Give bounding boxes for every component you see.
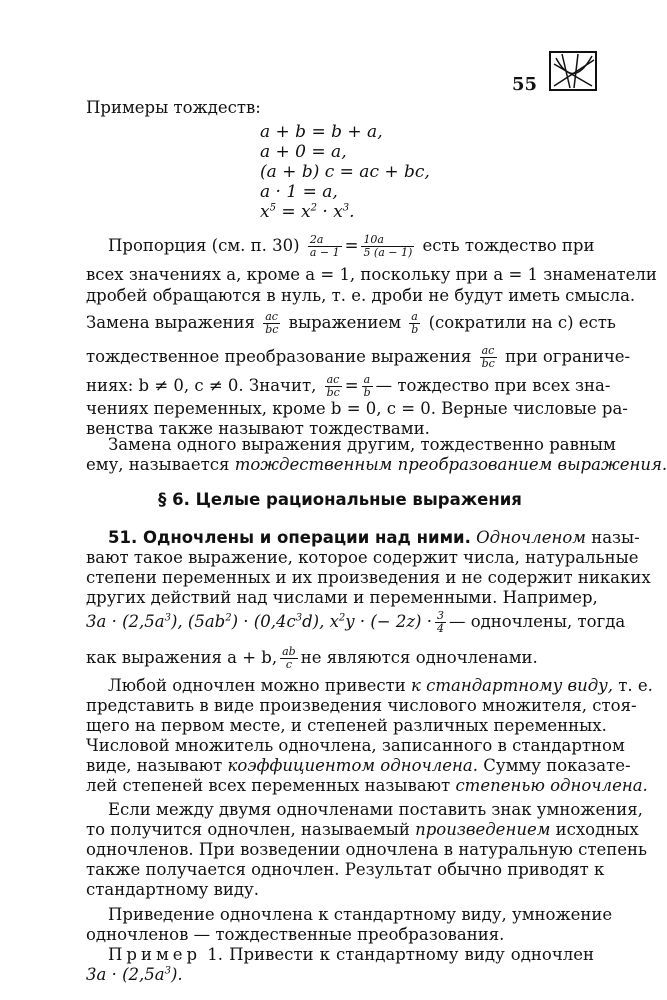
identity-line: a · 1 = a,	[260, 182, 338, 202]
text-line: ему, называется тождественным преобразованием выражения.	[86, 455, 667, 474]
fraction: $\frac{10a}{5 (a - 1)}$	[363, 233, 413, 259]
graph-curves-icon	[548, 50, 598, 92]
text-line: стандартному виду.	[86, 880, 260, 899]
text-line: щего на первом месте, и степеней различных переменных.	[86, 716, 607, 735]
text-line: 51. Одночлены и операции над ними. Одночленом назы-	[108, 528, 640, 547]
text-line: Приведение одночлена к стандартному виду, умножение	[108, 905, 613, 924]
text-line: $3a \cdot (2,5a^3)$, $(5ab^2) \cdot (0,4c^3d)$, $x^2y$ · (− 2z) · $\frac{3}{4}$ — одночлены, тогда	[86, 609, 626, 635]
text-line: степени переменных и их произведения и не содержит никаких	[86, 568, 651, 587]
fraction: $\frac{ac}{bc}$	[265, 310, 279, 336]
text-line: как выражения a + b, $\frac{ab}{c}$ не являются одночленами.	[86, 645, 538, 671]
text-line: Пропорция (см. п. 30) $\frac{2a}{a - 1}$ = $\frac{10a}{5 (a - 1)}$ есть тождество при	[108, 233, 595, 259]
text-line: венства также называют тождествами.	[86, 419, 430, 438]
text-line: Любой одночлен можно привести к стандартному виду, т. е.	[108, 676, 653, 695]
text-line: вают такое выражение, которое содержит числа, натуральные	[86, 548, 639, 567]
text-line: дробей обращаются в нуль, т. е. дроби не будут иметь смысла.	[86, 286, 636, 305]
text-line: других действий над числами и переменными. Например,	[86, 588, 598, 607]
fraction: $\frac{ac}{bc}$	[481, 344, 495, 370]
text-line: то получится одночлен, называемый произведением исходных	[86, 820, 639, 839]
text-line: Пример 1. Привести к стандартному виду одночлен	[108, 945, 594, 964]
fraction: $\frac{ac}{bc}$	[326, 373, 340, 399]
text-line: ниях: b ≠ 0, c ≠ 0. Значит, $\frac{ac}{bc}$ = $\frac{a}{b}$ — тождество при всех зна-	[86, 373, 611, 399]
identity-line: $x^5 = x^2 \cdot x^3$.	[260, 202, 355, 222]
fraction: $\frac{2a}{a - 1}$	[309, 233, 340, 259]
fraction: $\frac{ab}{c}$	[282, 645, 296, 671]
page-number: 55	[512, 74, 538, 95]
intro-label: Примеры тождеств:	[86, 98, 261, 117]
section-heading: § 6. Целые рациональные выражения	[158, 490, 522, 509]
text-line: одночленов — тождественные преобразования.	[86, 925, 505, 944]
text-line: Если между двумя одночленами поставить знак умножения,	[108, 800, 643, 819]
fraction: $\frac{a}{b}$	[363, 373, 371, 399]
fraction: $\frac{a}{b}$	[411, 310, 419, 336]
text-line: всех значениях a, кроме a = 1, поскольку при a = 1 знаменатели	[86, 265, 657, 284]
identity-line: a + 0 = a,	[260, 142, 347, 162]
text-line: Замена выражения $\frac{ac}{bc}$ выражением $\frac{a}{b}$ (сократили на c) есть	[86, 310, 616, 336]
fraction: $\frac{3}{4}$	[436, 609, 444, 635]
text-line: одночленов. При возведении одночлена в натуральную степень	[86, 840, 648, 859]
text-line: Замена одного выражения другим, тождественно равным	[108, 435, 616, 454]
identity-line: a + b = b + a,	[260, 122, 383, 142]
text-line: представить в виде произведения числового множителя, стоя-	[86, 696, 637, 715]
text-line: также получается одночлен. Результат обычно приводят к	[86, 860, 605, 879]
text-line: лей степеней всех переменных называют степенью одночлена.	[86, 776, 648, 795]
text-line: чениях переменных, кроме b = 0, c = 0. Верные числовые ра-	[86, 399, 628, 418]
identity-line: (a + b) c = ac + bc,	[260, 162, 430, 182]
text-line: тождественное преобразование выражения $\frac{ac}{bc}$ при ограниче-	[86, 344, 631, 370]
text-line: Числовой множитель одночлена, записанного в стандартном	[86, 736, 625, 755]
text-line: $3a \cdot (2,5a^3)$.	[86, 965, 183, 984]
text-line: виде, называют коэффициентом одночлена. Сумму показате-	[86, 756, 631, 775]
